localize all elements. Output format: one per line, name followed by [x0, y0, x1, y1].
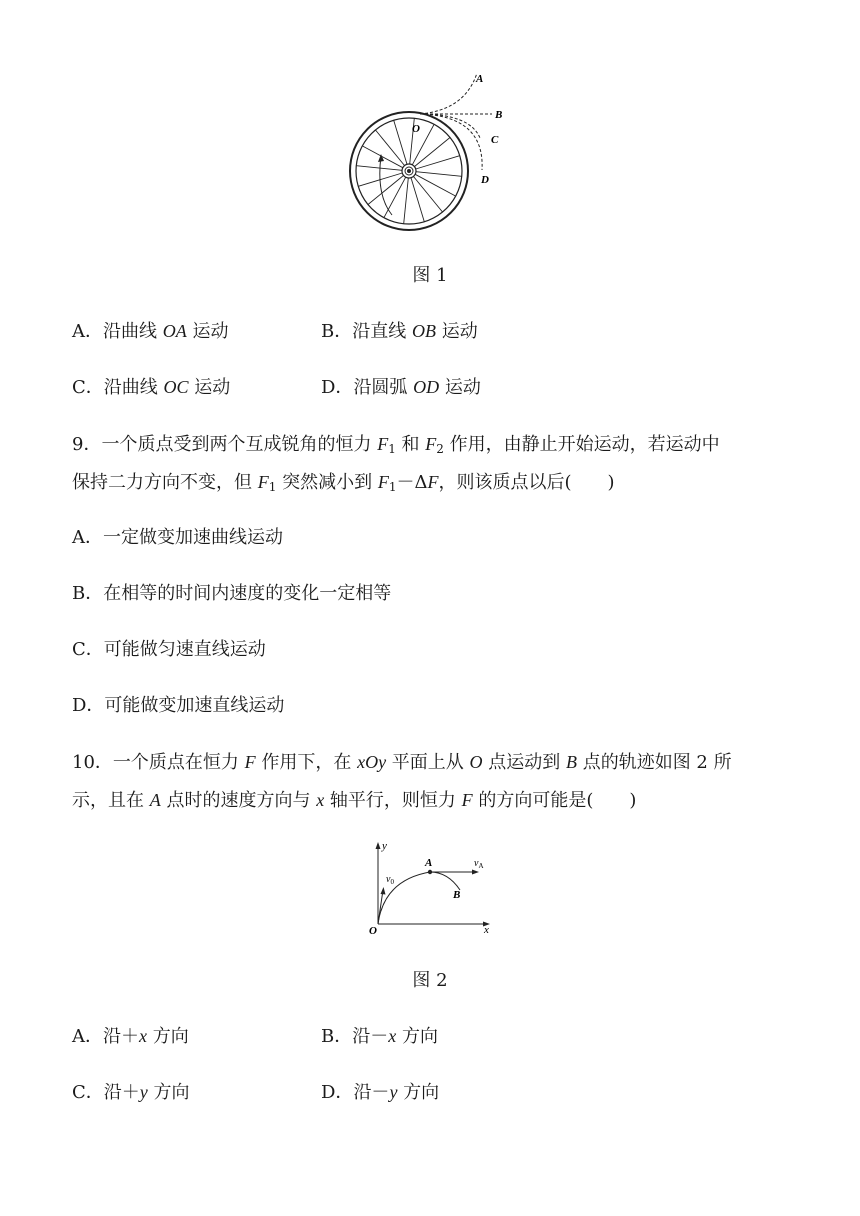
label-O: O: [412, 123, 420, 135]
q9-option-c[interactable]: C．可能做匀速直线运动: [72, 639, 266, 660]
wheel-spoke: [394, 120, 407, 164]
q10-option-b[interactable]: B．沿－x 方向: [321, 1026, 438, 1047]
wheel-spoke: [413, 176, 442, 212]
wheel-spoke: [414, 138, 450, 167]
label-D: D: [481, 174, 489, 186]
wheel-spoke: [368, 175, 404, 204]
q9-question-line-2: 保持二力方向不变，但 $F_1$ 突然减小到 $F_1-\Delta F$，则该质点以后( ): [72, 472, 615, 494]
wheel-spoke: [362, 146, 403, 168]
label-x: x: [484, 924, 489, 936]
wheel-spoke: [416, 172, 462, 177]
q9-option-d[interactable]: D．可能做变加速直线运动: [72, 695, 285, 716]
q8-option-b[interactable]: B．沿直线 OB 运动: [321, 321, 478, 342]
label-y: y: [382, 840, 387, 852]
label-B: B: [453, 889, 461, 901]
label-vA: $v_A$: [474, 858, 484, 870]
q10-option-d[interactable]: D．沿－y 方向: [321, 1082, 440, 1103]
wheel-spoke: [356, 166, 402, 171]
q8-option-c[interactable]: C．沿曲线 OC 运动: [72, 377, 231, 398]
q8-option-a[interactable]: A．沿曲线 OA 运动: [72, 321, 229, 342]
wheel-spoke: [416, 156, 460, 169]
label-A: A: [425, 857, 433, 869]
figure-2-trajectory-diagram: [364, 838, 504, 938]
q8-option-d[interactable]: D．沿圆弧 OD 运动: [321, 377, 481, 398]
label-C: C: [491, 134, 499, 146]
wheel-spoke: [404, 178, 409, 224]
label-O: O: [369, 925, 377, 937]
q10-option-c[interactable]: C．沿＋y 方向: [72, 1082, 190, 1103]
label-v0: $v_0$: [386, 874, 394, 886]
q9-option-a[interactable]: A．一定做变加速曲线运动: [72, 527, 283, 548]
point-A: [428, 870, 432, 874]
wheel-spoke: [384, 177, 406, 218]
q10-option-a[interactable]: A．沿＋x 方向: [72, 1026, 189, 1047]
q9-question-line-1: 9．一个质点受到两个互成锐角的恒力 $F_1$ 和 $F_2$ 作用，由静止开始运动，若运动中: [72, 434, 720, 456]
curve-OA: [420, 73, 477, 114]
label-A: A: [476, 73, 484, 85]
figure-2-caption: 图 2: [412, 970, 448, 991]
q10-question-line-1: 10．一个质点在恒力 F 作用下，在 xOy 平面上从 O 点运动到 B 点的轨迹如图 2 所: [72, 752, 732, 773]
q9-option-b[interactable]: B．在相等的时间内速度的变化一定相等: [72, 583, 392, 604]
wheel-spoke: [415, 174, 456, 196]
q10-question-line-2: 示，且在 A 点时的速度方向与 x 轴平行，则恒力 F 的方向可能是( ): [72, 790, 637, 811]
wheel-spoke: [411, 178, 424, 222]
label-B: B: [495, 109, 503, 121]
figure-1-caption: 图 1: [412, 265, 448, 286]
figure-1-wheel-diagram: [340, 70, 540, 240]
